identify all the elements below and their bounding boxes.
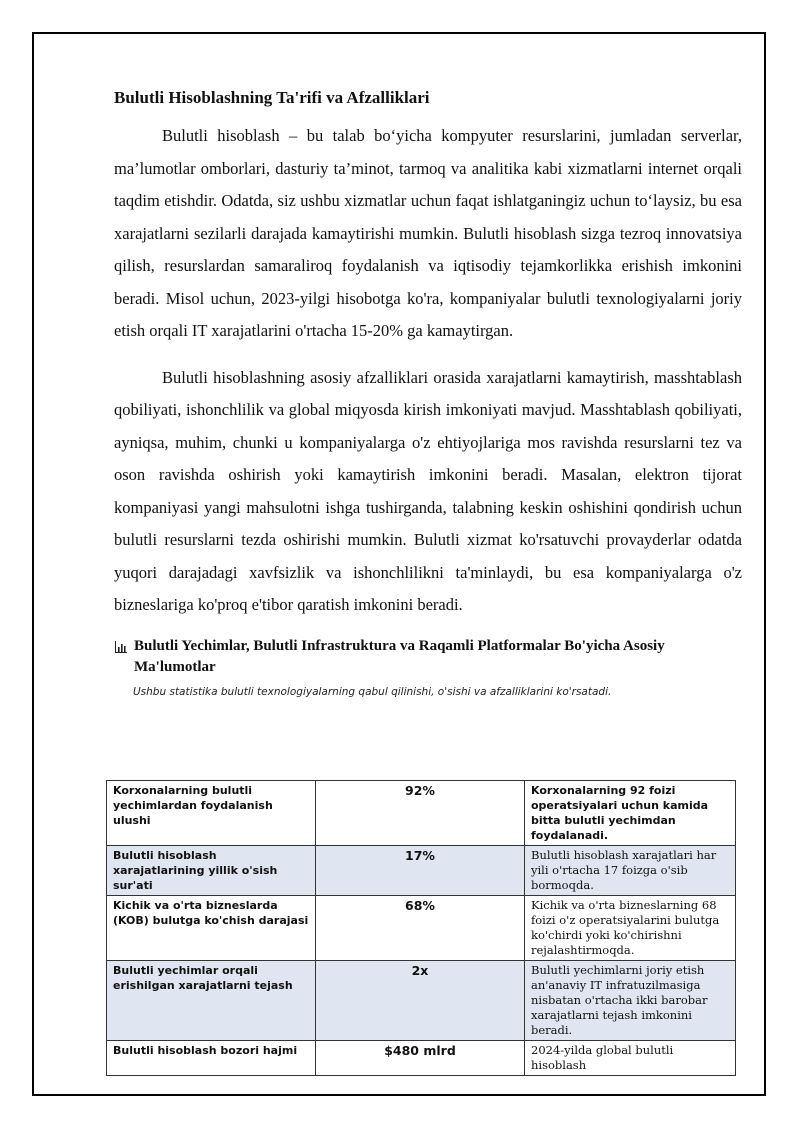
row-note: Bulutli hisoblash xarajatlari har yili o'rtacha 17 foizga o'sib bormoqda. — [525, 846, 736, 896]
table-row — [107, 846, 736, 896]
row-value: $480 mlrd — [316, 1041, 525, 1076]
table-row — [107, 781, 736, 846]
section-heading: Bulutli Hisoblashning Ta'rifi va Afzalliklari — [114, 88, 430, 107]
row-label: Kichik va o'rta bizneslarda (KOB) bulutga ko'chish darajasi — [107, 896, 316, 961]
row-value: 92% — [316, 781, 525, 846]
row-label: Korxonalarning bulutli yechimlardan foydalanish ulushi — [107, 781, 316, 846]
row-note: Korxonalarning 92 foizi operatsiyalari uchun kamida bitta bulutli yechimdan foydalanadi. — [525, 781, 736, 846]
table-caption: Ushbu statistika bulutli texnologiyalarning qabul qilinishi, o'sishi va afzalliklarini ko'rsatadi. — [133, 685, 612, 698]
table-row — [107, 961, 736, 1041]
table-row — [107, 1041, 736, 1076]
row-note: 2024-yilda global bulutli hisoblash — [525, 1041, 736, 1076]
paragraph-advantages: Bulutli hisoblashning asosiy afzalliklari orasida xarajatlarni kamaytirish, masshtablash qobiliyati, ishonchlilik va global miqyosda kirish imkoniyati mavjud. Masshtablash qobiliyati, ayniqsa, muhim, chunki u kompaniyalarga o'z ehtiyojlariga mos ravishda resurslarni tez va oson ravishda oshirish yoki kamaytirish imkonini beradi. Masalan, elektron tijorat kompaniyasi yangi mahsulotni ishga tushirganda, talabning keskin oshishini qondirish uchun bulutli resurslarni tezda oshirishi mumkin. Bulutli xizmat ko'rsatuvchi provayderlar odatda yuqori darajadagi xavfsizlik va ishonchlilikni ta'minlaydi, bu esa kompaniyalarga o'z bizneslariga ko'proq e'tibor qaratish imkonini beradi. — [114, 367, 742, 614]
row-label: Bulutli hisoblash xarajatlarining yillik o'sish sur'ati — [107, 846, 316, 896]
row-label: Bulutli hisoblash bozori hajmi — [107, 1041, 316, 1076]
table-row — [107, 896, 736, 961]
row-label: Bulutli yechimlar orqali erishilgan xarajatlarni tejash — [107, 961, 316, 1041]
paragraph-definition: Bulutli hisoblash – bu talab bo‘yicha kompyuter resurslarini, jumladan serverlar, ma’lumotlar omborlari, dasturiy ta’minot, tarmoq va analitika kabi xizmatlarni internet orqali taqdim etishdir. Odatda, siz ushbu xizmatlar uchun faqat ishlatganingiz uchun to‘laysiz, bu esa xarajatlarni sezilarli darajada kamaytirishi mumkin. Bulutli hisoblash sizga tezroq innovatsiya qilish, resurslardan samaraliroq foydalanish va iqtisodiy tejamkorlikka erishish imkonini beradi. Misol uchun, 2023-yilgi hisobotga ko'ra, kompaniyalar bulutli texnologiyalarni joriy etish orqali IT xarajatlarini o'rtacha 15-20% ga kamaytirgan. — [114, 126, 742, 340]
table-title-text: Bulutli Yechimlar, Bulutli Infrastruktura va Raqamli Platformalar Bo'yicha Asosiy Ma'lumotlar — [134, 637, 665, 675]
document-body — [114, 86, 742, 704]
bar-chart-icon — [114, 640, 128, 654]
row-value: 68% — [316, 896, 525, 961]
row-note: Kichik va o'rta bizneslarning 68 foizi o'z operatsiyalarini bulutga ko'chirdi yoki ko'chirishni rejalashtirmoqda. — [525, 896, 736, 961]
row-note: Bulutli yechimlarni joriy etish an'anaviy IT infratuzilmasiga nisbatan o'rtacha ikki barobar xarajatlarni tejash imkonini beradi. — [525, 961, 736, 1041]
table-title — [114, 636, 742, 678]
row-value: 17% — [316, 846, 525, 896]
statistics-table — [106, 780, 736, 1076]
row-value: 2x — [316, 961, 525, 1041]
